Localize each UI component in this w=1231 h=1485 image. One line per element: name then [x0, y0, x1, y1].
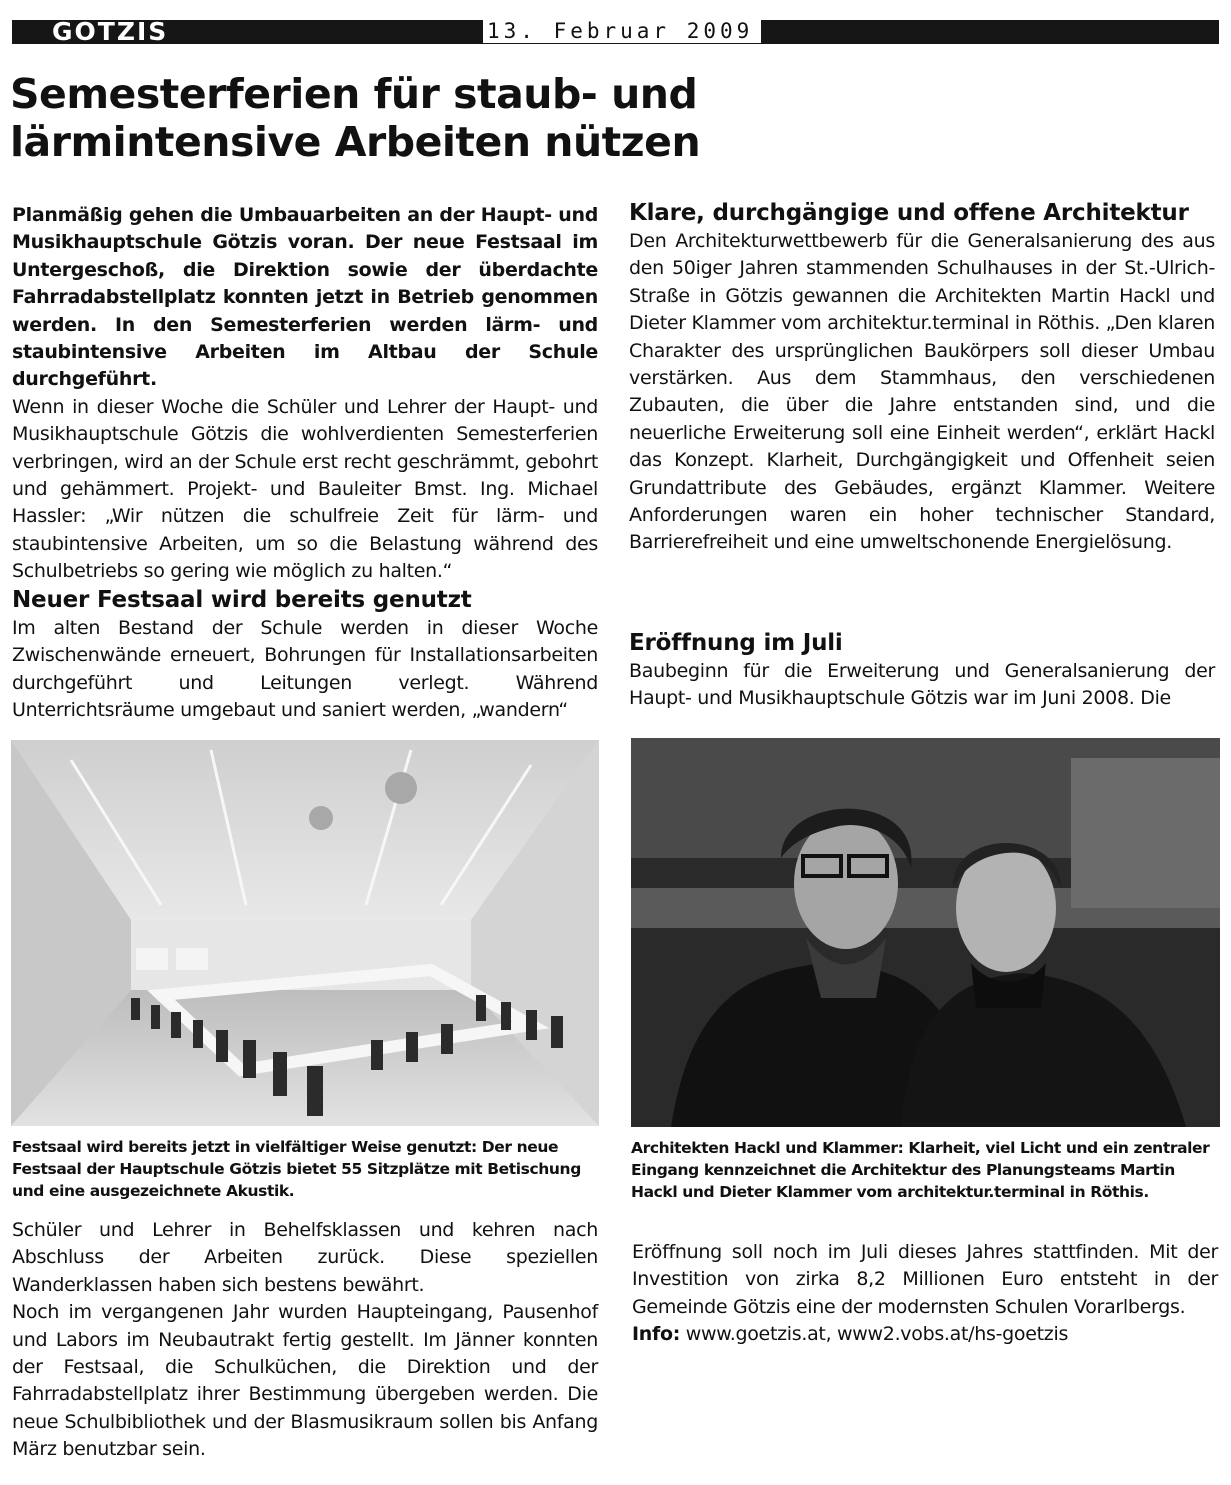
article-headline: Semesterferien für staub- und lärmintensive Arbeiten nützen — [10, 70, 701, 166]
architects-photo-graphic — [631, 738, 1220, 1127]
section1-text: Im alten Bestand der Schule werden in dieser Woche Zwischenwände erneuert, Bohrungen für Installationsarbeiten durchgeführt und Leitungen verlegt. Während Unterrichtsräume umgebaut und saniert werden, „wandern“ — [12, 617, 598, 722]
article-intro: Wenn in dieser Woche die Schüler und Lehrer der Haupt- und Musikhauptschule Götzis die wohlverdienten Semesterferien verbringen, wird an der Schule erst recht geschrämmt, gebohrt und gehämmert. Projekt- und Bauleiter Bmst. Ing. Michael Hassler: „Wir nützen die schulfreie Zeit für lärm- und staubintensive Arbeiten, um so die Belastung während des Schulbetriebs so gering wie möglich zu halten.“ — [12, 395, 598, 583]
section1-paragraph2: Noch im vergangenen Jahr wurden Haupteingang, Pausenhof und Labors im Neubautrakt fertig gestellt. Im Jänner konnten der Festsaal, die Schulküchen, die Direktion und der Fahrradabstellplatz ihrer Bestimmung übergeben werden. Die neue Schulbibliothek und der Blasmusikraum sollen bis Anfang März benutzbar sein. — [12, 1301, 598, 1461]
section1-continued: Schüler und Lehrer in Behelfsklassen und kehren nach Abschluss der Arbeiten zurück. Diese speziellen Wanderklassen haben sich bestens bewährt. — [12, 1219, 598, 1296]
right-column-section2 — [629, 198, 1215, 557]
left-column-section1 — [12, 585, 598, 725]
festsaal-photo-graphic — [11, 740, 599, 1126]
festsaal-photo-caption: Festsaal wird bereits jetzt in vielfältiger Weise genutzt: Der neue Festsaal der Hauptschule Götzis bietet 55 Sitzplätze mit Betischung und eine ausgezeichnete Akustik. — [12, 1138, 581, 1200]
section2-text: Den Architekturwettbewerb für die Generalsanierung des aus den 50iger Jahren stammenden Schulhauses in der St.-Ulrich-Straße in Götzis gewannen die Architekten Martin Hackl und Dieter Klammer vom architektur.terminal in Röthis. „Den klaren Charakter des ursprünglichen Baukörpers soll dieser Umbau verstärken. Aus dem Stammhaus, den verschiedenen Zubauten, die über die Jahre entstanden sind, und die neuerliche Erweiterung soll eine Einheit werden“, erklärt Hackl das Konzept. Klarheit, Durchgängigkeit und Offenheit seien Grundattribute des Gebäudes, ergänzt Klammer. Weitere Anforderungen waren ein hoher technischer Standard, Barrierefreiheit und eine umweltschonende Energielösung. — [629, 230, 1215, 554]
header-date: 13. Februar 2009 — [483, 19, 761, 43]
right-column-section3 — [629, 628, 1215, 713]
header-brand: GÖTZIS — [52, 17, 169, 46]
info-links[interactable]: www.goetzis.at, www2.vobs.at/hs-goetzis — [680, 1323, 1069, 1346]
architects-photo — [631, 738, 1220, 1127]
section2-heading: Klare, durchgängige und offene Architektur — [629, 200, 1189, 226]
left-column-lower — [12, 1217, 598, 1464]
article-lede: Planmäßig gehen die Umbauarbeiten an der Haupt- und Musikhauptschule Götzis voran. Der neue Festsaal im Untergeschoß, die Direktion sowie der überdachte Fahrradabstellplatz konnten jetzt in Betrieb genommen werden. In den Semesterferien werden lärm- und staubintensive Arbeiten im Altbau der Schule durchgeführt. — [12, 204, 598, 391]
section3-text: Baubeginn für die Erweiterung und Generalsanierung der Haupt- und Musikhauptschule Götzis war im Juni 2008. Die — [629, 660, 1215, 710]
section1-heading: Neuer Festsaal wird bereits genutzt — [12, 587, 472, 613]
info-line — [632, 1321, 1218, 1348]
info-label: Info: — [632, 1323, 681, 1346]
right-column-lower — [632, 1239, 1218, 1349]
section3-heading: Eröffnung im Juli — [629, 630, 843, 656]
left-column-upper — [12, 202, 598, 586]
architects-photo-caption: Architekten Hackl und Klammer: Klarheit, viel Licht und ein zentraler Eingang kennzeichnet die Architektur des Planungsteams Martin Hackl und Dieter Klammer vom architektur.terminal in Röthis. — [631, 1139, 1210, 1201]
festsaal-photo — [11, 740, 599, 1126]
section3-continued: Eröffnung soll noch im Juli dieses Jahres stattfinden. Mit der Investition von zirka 8,2 Millionen Euro entsteht in der Gemeinde Götzis eine der modernsten Schulen Vorarlbergs. — [632, 1241, 1218, 1318]
